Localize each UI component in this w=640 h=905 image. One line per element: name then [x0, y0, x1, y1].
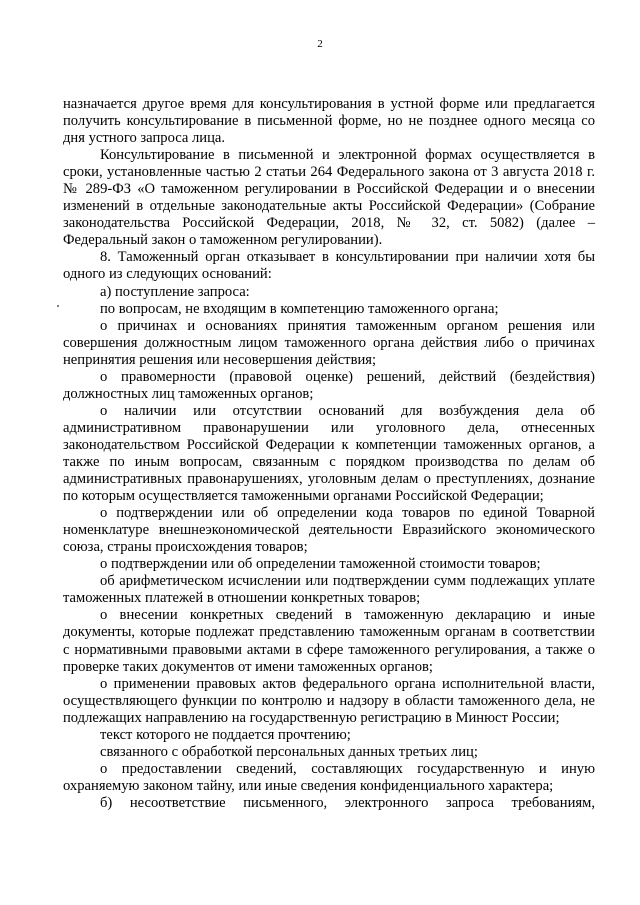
list-item: а) поступление запроса: — [100, 283, 250, 300]
list-item: о наличии или отсутствии оснований для возбуждения дела об административном правонарушении или уголовного дела, отнесенных законодательством Российской Федерации к компетенции таможенных органов, а также по иным вопросам, связанным с порядком производства по делам об административных правонарушениях, уголовным делам о преступлениях, дознание по которым осуществляется таможенными органами Российской Федерации; — [63, 402, 595, 505]
list-item: о правомерности (правовой оценке) решений, действий (бездействия) должностных лиц таможенных органов; — [63, 368, 595, 402]
paragraph: назначается другое время для консультирования в устной форме или предлагается получить консультирование в письменной форме, но не позднее одного месяца со дня устного запроса лица. — [63, 96, 595, 147]
list-item: о подтверждении или об определении кода товаров по единой Товарной номенклатуре внешнеэкономической деятельности Евразийского экономического союза, страны происхождения товаров; — [63, 505, 595, 556]
paragraph: 8. Таможенный орган отказывает в консультировании при наличии хотя бы одного из следующих оснований: — [63, 249, 595, 283]
list-item: связанного с обработкой персональных данных третьих лиц; — [100, 743, 478, 760]
paragraph: Консультирование в письменной и электронной формах осуществляется в сроки, установленные частью 2 статьи 264 Федерального закона от 3 августа 2018 г. № 289-ФЗ «О таможенном регулировании в Российской Федерации и о внесении изменений в отдельные законодательные акты Российской Федерации» (Собрание законодательства Российской Федерации, 2018, № 32, ст. 5082) (далее – Федеральный закон о таможенном регулировании). — [63, 147, 595, 249]
list-item: о причинах и основаниях принятия таможенным органом решения или совершения должностным лицом таможенного органа действия либо о причинах непринятия решения или несовершения действия; — [63, 317, 595, 368]
list-item: о внесении конкретных сведений в таможенную декларацию и иные документы, которые подлежат представлению таможенным органам в соответствии с нормативными правовыми актами в сфере таможенного регулирования, а также о проверке таких документов от имени таможенных органов; — [63, 607, 595, 675]
list-item: о применении правовых актов федерального органа исполнительной власти, осуществляющего функции по контролю и надзору в области таможенного дела, не подлежащих направлению на государственную регистрацию в Минюст России; — [63, 675, 595, 726]
document-body — [63, 96, 595, 812]
list-item: о предоставлении сведений, составляющих государственную и иную охраняемую законом тайну, или иные сведения конфиденциального характера; — [63, 760, 595, 794]
list-item: об арифметическом исчислении или подтверждении сумм подлежащих уплате таможенных платежей в отношении конкретных товаров; — [63, 573, 595, 607]
scan-speck — [57, 305, 59, 307]
list-item: б) несоответствие письменного, электронного запроса требованиям, — [100, 794, 595, 811]
list-item: по вопросам, не входящим в компетенцию таможенного органа; — [100, 300, 499, 317]
page-number: 2 — [317, 38, 323, 50]
list-item: текст которого не поддается прочтению; — [100, 726, 351, 743]
list-item: о подтверждении или об определении таможенной стоимости товаров; — [100, 556, 541, 573]
